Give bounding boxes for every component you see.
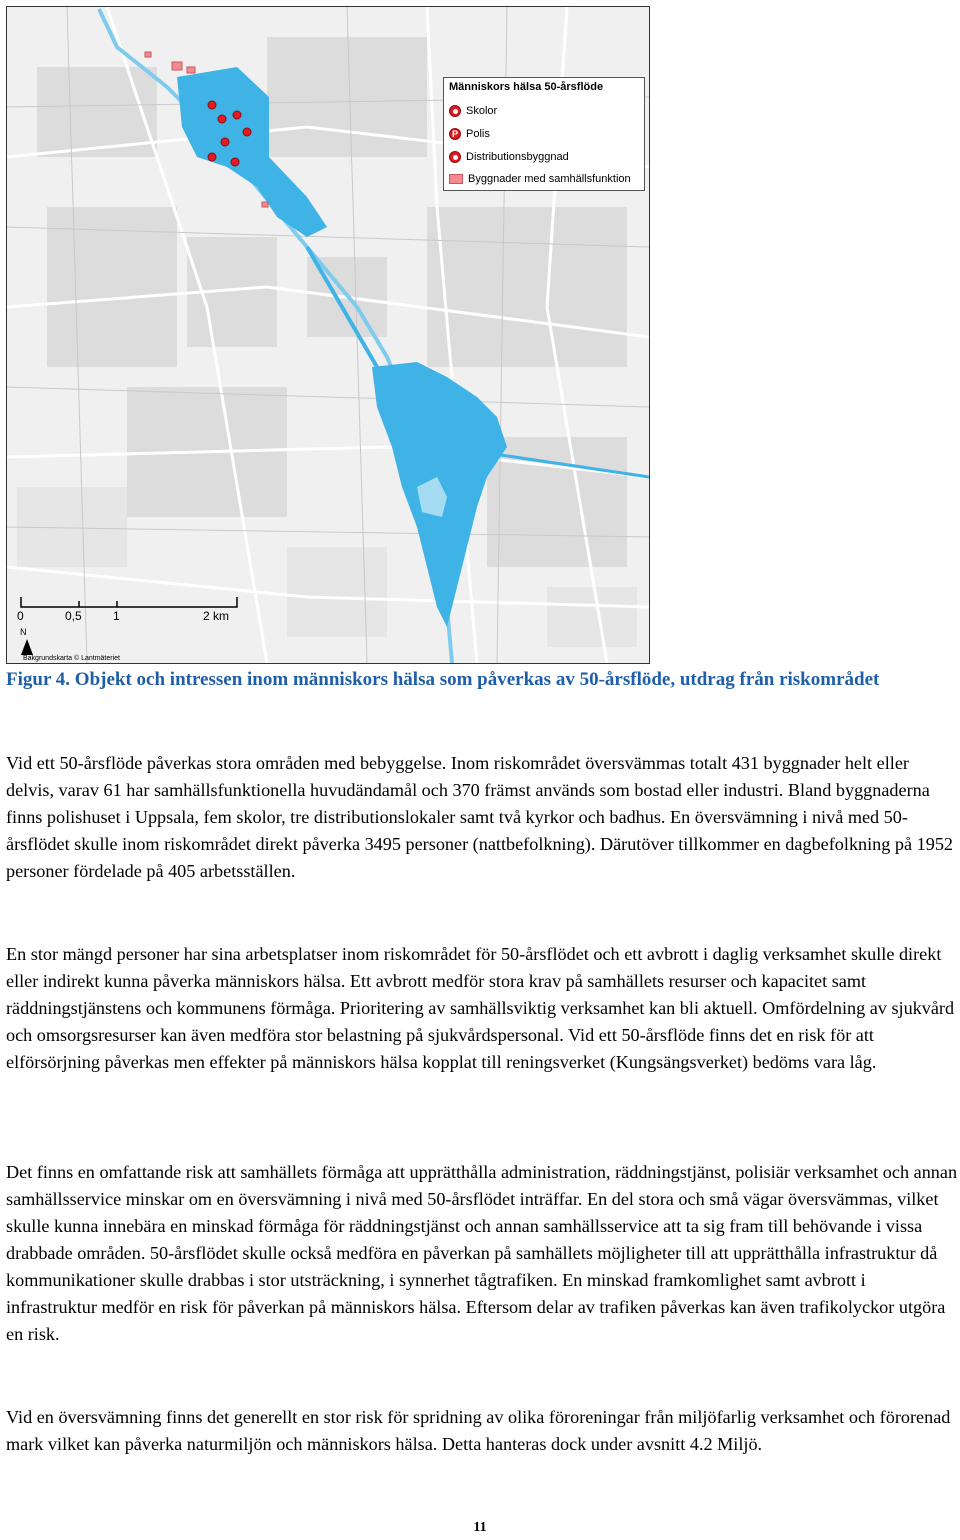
flood-map (6, 6, 650, 664)
distribution-building-icon (449, 151, 461, 163)
legend-item-distribution (449, 148, 569, 166)
scale-label: 0 (17, 609, 24, 623)
north-arrow-icon (21, 639, 33, 655)
legend-label: Byggnader med samhällsfunktion (468, 173, 631, 185)
legend-label: Polis (466, 128, 490, 140)
school-icon (449, 105, 461, 117)
scale-label: 0,5 (65, 609, 82, 623)
civic-building-icon (449, 174, 463, 184)
legend-item-schools (449, 102, 497, 120)
paragraph: Det finns en omfattande risk att samhällets förmåga att upprätthålla administration, räddningstjänst, polisiär verksamhet och annan samhällsservice minskar om en översvämning i nivå med 50-årsflödet inträffar. En del stora och små vägar översvämmas, vilket skulle kunna innebära en minskad förmåga för räddningstjänst och annan samhällsservice att ta sig fram till behövande i vissa drabbade områden. 50-årsflödet skulle också medföra en påverkan på samhällets möjligheter till att upprätthålla infrastruktur då kommunikationer skulle drabbas i stor utsträckning, i synnerhet tågtrafiken. En minskad framkomlighet samt avbrott i infrastruktur medför en risk för påverkan på människors hälsa. Eftersom delar av trafiken påverkas kan även trafikolyckor utgöra en risk. (6, 1162, 958, 1344)
page-number: 11 (473, 1520, 487, 1535)
paragraph: Vid ett 50-årsflöde påverkas stora områden med bebyggelse. Inom riskområdet översvämmas totalt 431 byggnader helt eller delvis, varav 61 har samhällsfunktionella huvudändamål och 370 främst används som bostad eller industri. Bland byggnaderna finns polishuset i Uppsala, fem skolor, tre distributionslokaler samt två kyrkor och badhus. En översvämning i nivå med 50-årsflödet skulle inom riskområdet direkt påverka 3495 personer (nattbefolkning). Därutöver tillkommer en dagbefolkning på 1952 personer fördelade på 405 arbetsställen. (6, 753, 954, 881)
legend-item-police (449, 125, 490, 143)
paragraph: En stor mängd personer har sina arbetsplatser inom riskområdet för 50-årsflödet och ett avbrott i daglig verksamhet skulle direkt eller indirekt kunna påverka människors hälsa. Ett avbrott medför stora krav på samhällets resurser och kapacitet samt räddningstjänstens och kommunens förmåga. Prioritering av samhällsviktig verksamhet kan bli aktuell. Omfördelning av sjukvård och omsorgsresurser kan även medföra stor belastning på sjukvårdspersonal. Vid ett 50-årsflöde finns det en risk för att elförsörjning påverkas men effekter på människors hälsa kopplat till reningsverket (Kungsängsverket) bedöms vara låg. (6, 944, 955, 1072)
map-credit: Bakgrundskarta © Lantmäteriet (23, 655, 120, 662)
police-icon: P (449, 128, 461, 140)
figure-caption: Figur 4. Objekt och intressen inom människors hälsa som påverkas av 50-årsflöde, utdrag från riskområdet (6, 669, 880, 690)
north-label: N (20, 627, 27, 637)
legend-title: Människors hälsa 50-årsflöde (449, 81, 604, 93)
legend-item-civic (449, 170, 631, 188)
scale-bar-line (17, 595, 257, 609)
legend-label: Distributionsbyggnad (466, 151, 569, 163)
scale-bar (17, 595, 257, 664)
scale-label: 1 (113, 609, 120, 623)
scale-label: 2 km (203, 609, 230, 623)
map-legend (443, 77, 645, 191)
paragraph: Vid en översvämning finns det generellt en stor risk för spridning av olika föroreningar från miljöfarlig verksamhet och förorenad mark vilket kan påverka naturmiljön och människors hälsa. Detta hanteras dock under avsnitt 4.2 Miljö. (6, 1407, 951, 1454)
legend-label: Skolor (466, 105, 498, 117)
